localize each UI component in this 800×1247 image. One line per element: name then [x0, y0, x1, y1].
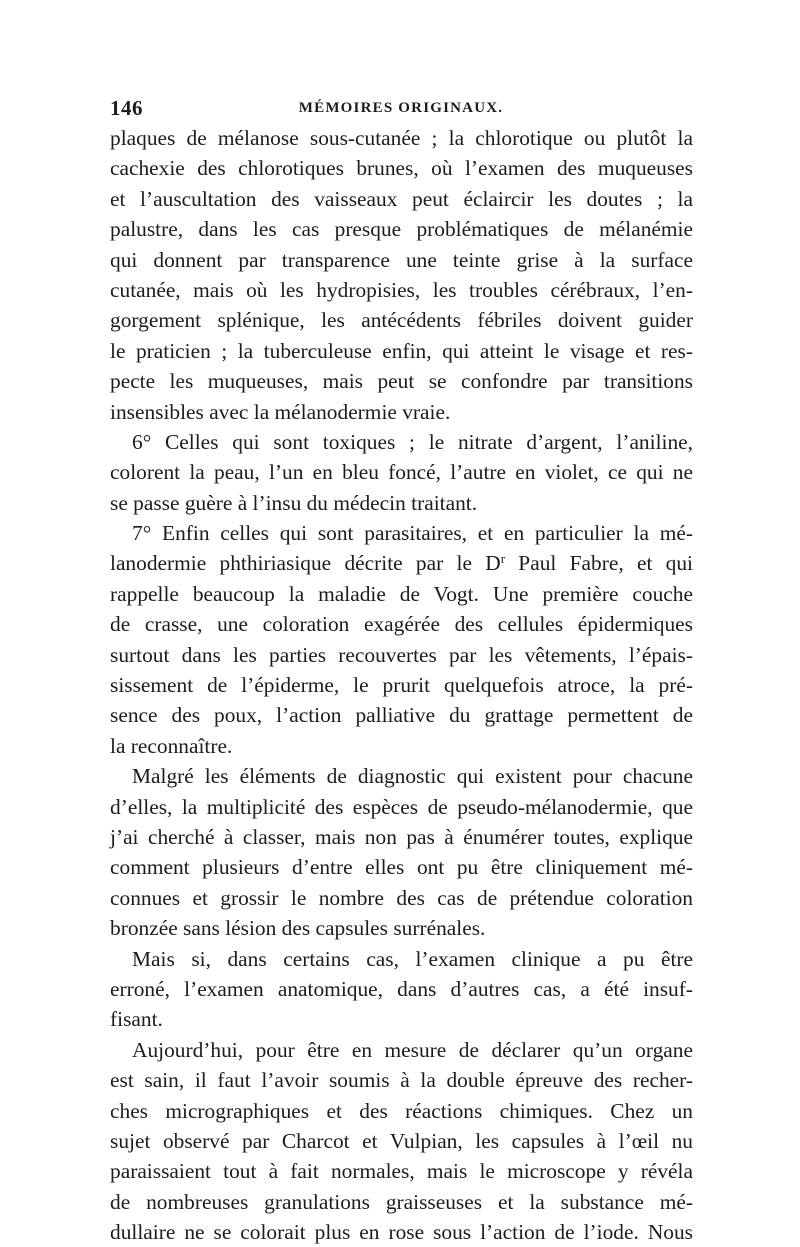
paragraph-end-line: bronzée sans lésion des capsules surrénales.: [110, 916, 486, 941]
text-line: d’elles, la multiplicité des espèces de pseudo-mélanodermie, que: [110, 794, 693, 819]
text-fragment: Paul Fabre, et qui: [505, 551, 693, 576]
text-line: paraissaient tout à fait normales, mais le microscope y révéla: [110, 1159, 693, 1184]
text-line: sence des poux, l’action palliative du grattage permettent de: [110, 703, 693, 728]
text-line: [110, 548, 693, 578]
running-title: MÉMOIRES ORIGINAUX.: [298, 100, 504, 116]
text-line: surtout dans les parties recouvertes par les vêtements, l’épais-: [110, 642, 693, 667]
paragraph-end-line: se passe guère à l’insu du médecin traitant.: [110, 490, 478, 515]
paragraph-start-line: 6° Celles qui sont toxiques ; le nitrate d’argent, l’aniline,: [132, 429, 693, 454]
text-line: cachexie des chlorotiques brunes, où l’examen des muqueuses: [110, 156, 693, 181]
paragraph-start-line: Malgré les éléments de diagnostic qui existent pour chacune: [132, 764, 693, 789]
text-line: sissement de l’épiderme, le prurit quelquefois atroce, la pré-: [110, 673, 693, 698]
text-line: est sain, il faut l’avoir soumis à la double épreuve des recher-: [110, 1068, 693, 1093]
text-line: gorgement splénique, les antécédents fébriles doivent guider: [110, 308, 693, 333]
text-line: sujet observé par Charcot et Vulpian, les capsules à l’œil nu: [110, 1128, 693, 1153]
page-number: 146: [110, 96, 143, 120]
text-line: connues et grossir le nombre des cas de prétendue coloration: [110, 885, 693, 910]
text-line: dullaire ne se colorait plus en rose sous l’action de l’iode. Nous: [110, 1220, 693, 1245]
text-line: pecte les muqueuses, mais peut se confondre par transitions: [110, 369, 693, 394]
text-line: palustre, dans les cas presque problématiques de mélanémie: [110, 217, 693, 242]
text-fragment: lanodermie phthiriasique décrite par le D: [110, 551, 501, 576]
paragraph-end-line: la reconnaître.: [110, 733, 233, 758]
text-line: colorent la peau, l’un en bleu foncé, l’autre en violet, ce qui ne: [110, 460, 693, 485]
text-line: qui donnent par transparence une teinte grise à la surface: [110, 247, 693, 272]
text-line: de nombreuses granulations graisseuses et la substance mé-: [110, 1189, 693, 1214]
page-header: [110, 96, 692, 126]
text-line: comment plusieurs d’entre elles ont pu être cliniquement mé-: [110, 855, 693, 880]
text-line: j’ai cherché à classer, mais non pas à énumérer toutes, explique: [110, 824, 693, 849]
text-line: de crasse, une coloration exagérée des cellules épidermiques: [110, 612, 693, 637]
doctor-abbreviation-superscript: r: [500, 551, 506, 567]
paragraph-start-line: 7° Enfin celles qui sont parasitaires, et en particulier la mé-: [132, 521, 693, 546]
paragraph-end-line: insensibles avec la mélanodermie vraie.: [110, 399, 451, 424]
text-line: erroné, l’examen anatomique, dans d’autres cas, a été insuf-: [110, 976, 693, 1001]
paragraph-start-line: Mais si, dans certains cas, l’examen clinique a pu être: [132, 946, 693, 971]
paragraph-end-line: fisant.: [110, 1007, 163, 1032]
text-line: cutanée, mais où les hydropisies, les troubles cérébraux, l’en-: [110, 277, 693, 302]
paragraph-start-line: Aujourd’hui, pour être en mesure de déclarer qu’un organe: [132, 1037, 693, 1062]
body-text: [110, 123, 693, 1247]
text-line: ches micrographiques et des réactions chimiques. Chez un: [110, 1098, 693, 1123]
text-line: rappelle beaucoup la maladie de Vogt. Une première couche: [110, 581, 693, 606]
text-line: plaques de mélanose sous-cutanée ; la chlorotique ou plutôt la: [110, 126, 693, 150]
text-line: le praticien ; la tuberculeuse enfin, qui atteint le visage et res-: [110, 338, 693, 363]
text-line: et l’auscultation des vaisseaux peut éclaircir les doutes ; la: [110, 186, 693, 211]
